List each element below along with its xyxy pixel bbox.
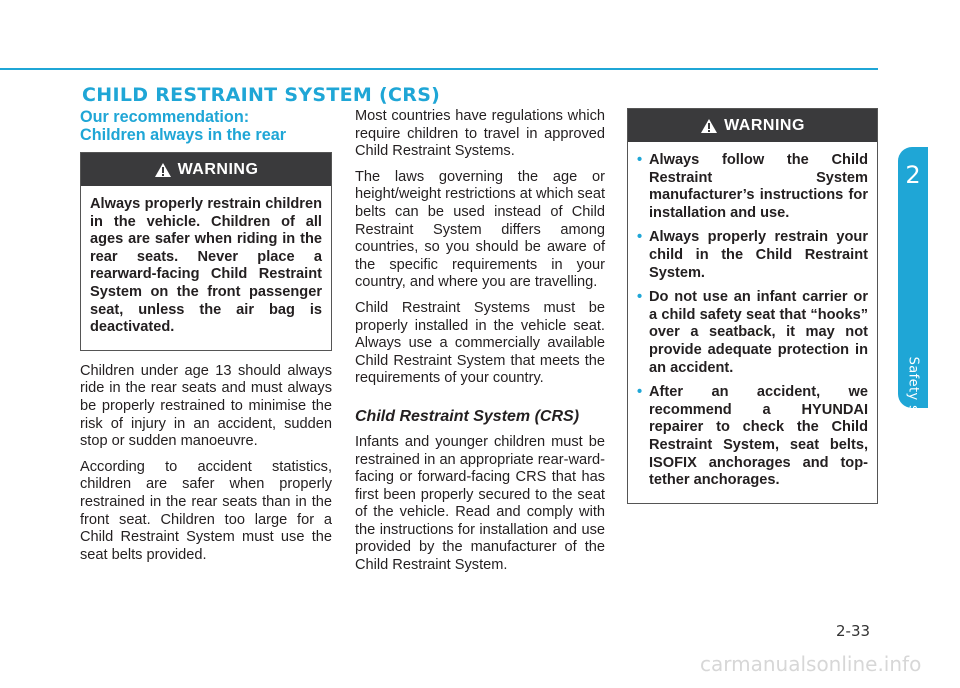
top-rule — [0, 68, 878, 70]
bullet-icon: • — [637, 152, 643, 168]
chapter-side-tab[interactable] — [898, 147, 928, 562]
paragraph-regulations: Most countries have regulations which require children to travel in approved Child Restraint Systems. — [355, 108, 605, 160]
paragraph-installation: Child Restraint Systems must be properly installed in the vehicle seat. Always use a commercially available Child Restraint System that meets the requirements of your country. — [355, 299, 605, 387]
chapter-number: 2 — [905, 161, 921, 189]
warning-triangle-icon — [700, 118, 718, 134]
watermark: carmanualsonline.info — [700, 652, 922, 676]
warning-text: Always properly restrain children in the vehicle. Children of all ages are safer when riding in the rear seats. Never place a rearward-facing Child Restraint System on the front passenger seat, unless the air bag is deactivated. — [90, 196, 322, 336]
warning-label: WARNING — [177, 160, 259, 178]
warning-header — [81, 153, 331, 186]
warning-list-item — [637, 384, 868, 490]
bullet-icon: • — [637, 289, 643, 306]
paragraph-under-13: Children under age 13 should always ride in the rear seats and must always be properly restrained to minimise the risk of injury in an accident, sudden stop or sudden manoeuvre. — [80, 362, 332, 450]
warning-header — [628, 109, 877, 142]
column-3 — [627, 108, 878, 516]
warning-label: WARNING — [724, 116, 805, 134]
column-1 — [80, 108, 332, 572]
bullet-icon: • — [637, 229, 643, 246]
bullet-icon: • — [637, 384, 643, 401]
crs-subheading: Child Restraint System (CRS) — [355, 407, 580, 425]
warning-list-item — [637, 152, 868, 222]
recommendation-heading — [80, 108, 332, 144]
warning-triangle-icon — [154, 162, 172, 178]
column-2 — [355, 108, 605, 583]
warning-item-text: Always properly restrain your child in the Child Restraint System. — [649, 229, 868, 281]
paragraph-accident-statistics: According to accident statistics, children are safer when properly restrained in the rear seats than in the front seat. Children too large for a Child Restraint System must use the seat belts provided. — [80, 458, 332, 563]
warning-box-crs — [627, 108, 878, 504]
warning-body — [81, 186, 331, 350]
paragraph-laws: The laws governing the age or height/weight restrictions at which seat belts can be used instead of Child Restraint System differs among countries, so you should be aware of the specific requirements in your country, and where you are travelling. — [355, 168, 605, 291]
warning-list — [637, 152, 868, 490]
warning-list-item — [637, 229, 868, 282]
paragraph-crs: Infants and younger children must be restrained in an appropriate rear-ward-facing or forward-facing CRS that has first been properly secured to the seat of the vehicle. Read and comply with the instructions for installation and use provided by the manufacturer of the Child Restraint System. — [355, 433, 605, 574]
chapter-title: Safety system of your vehicle — [905, 356, 921, 562]
recommendation-heading-line-2: Children always in the rear — [80, 126, 287, 144]
warning-body — [628, 142, 877, 503]
recommendation-heading-line-1: Our recommendation: — [80, 108, 250, 126]
page-number: 2-33 — [836, 622, 871, 640]
warning-item-text: Do not use an infant carrier or a child safety seat that “hooks” over a seatback, it may not provide adequate protection in an accident. — [649, 289, 868, 376]
warning-box-rear-seats — [80, 152, 332, 351]
warning-list-item — [637, 289, 868, 377]
section-title: CHILD RESTRAINT SYSTEM (CRS) — [82, 84, 441, 106]
warning-item-text: After an accident, we recommend a HYUNDAI repairer to check the Child Restraint System, seat belts, ISOFIX anchorages and top-tether anchorages. — [649, 384, 868, 489]
warning-item-text: Always follow the Child Restraint System manufacturer’s instructions for installation and use. — [649, 152, 868, 221]
